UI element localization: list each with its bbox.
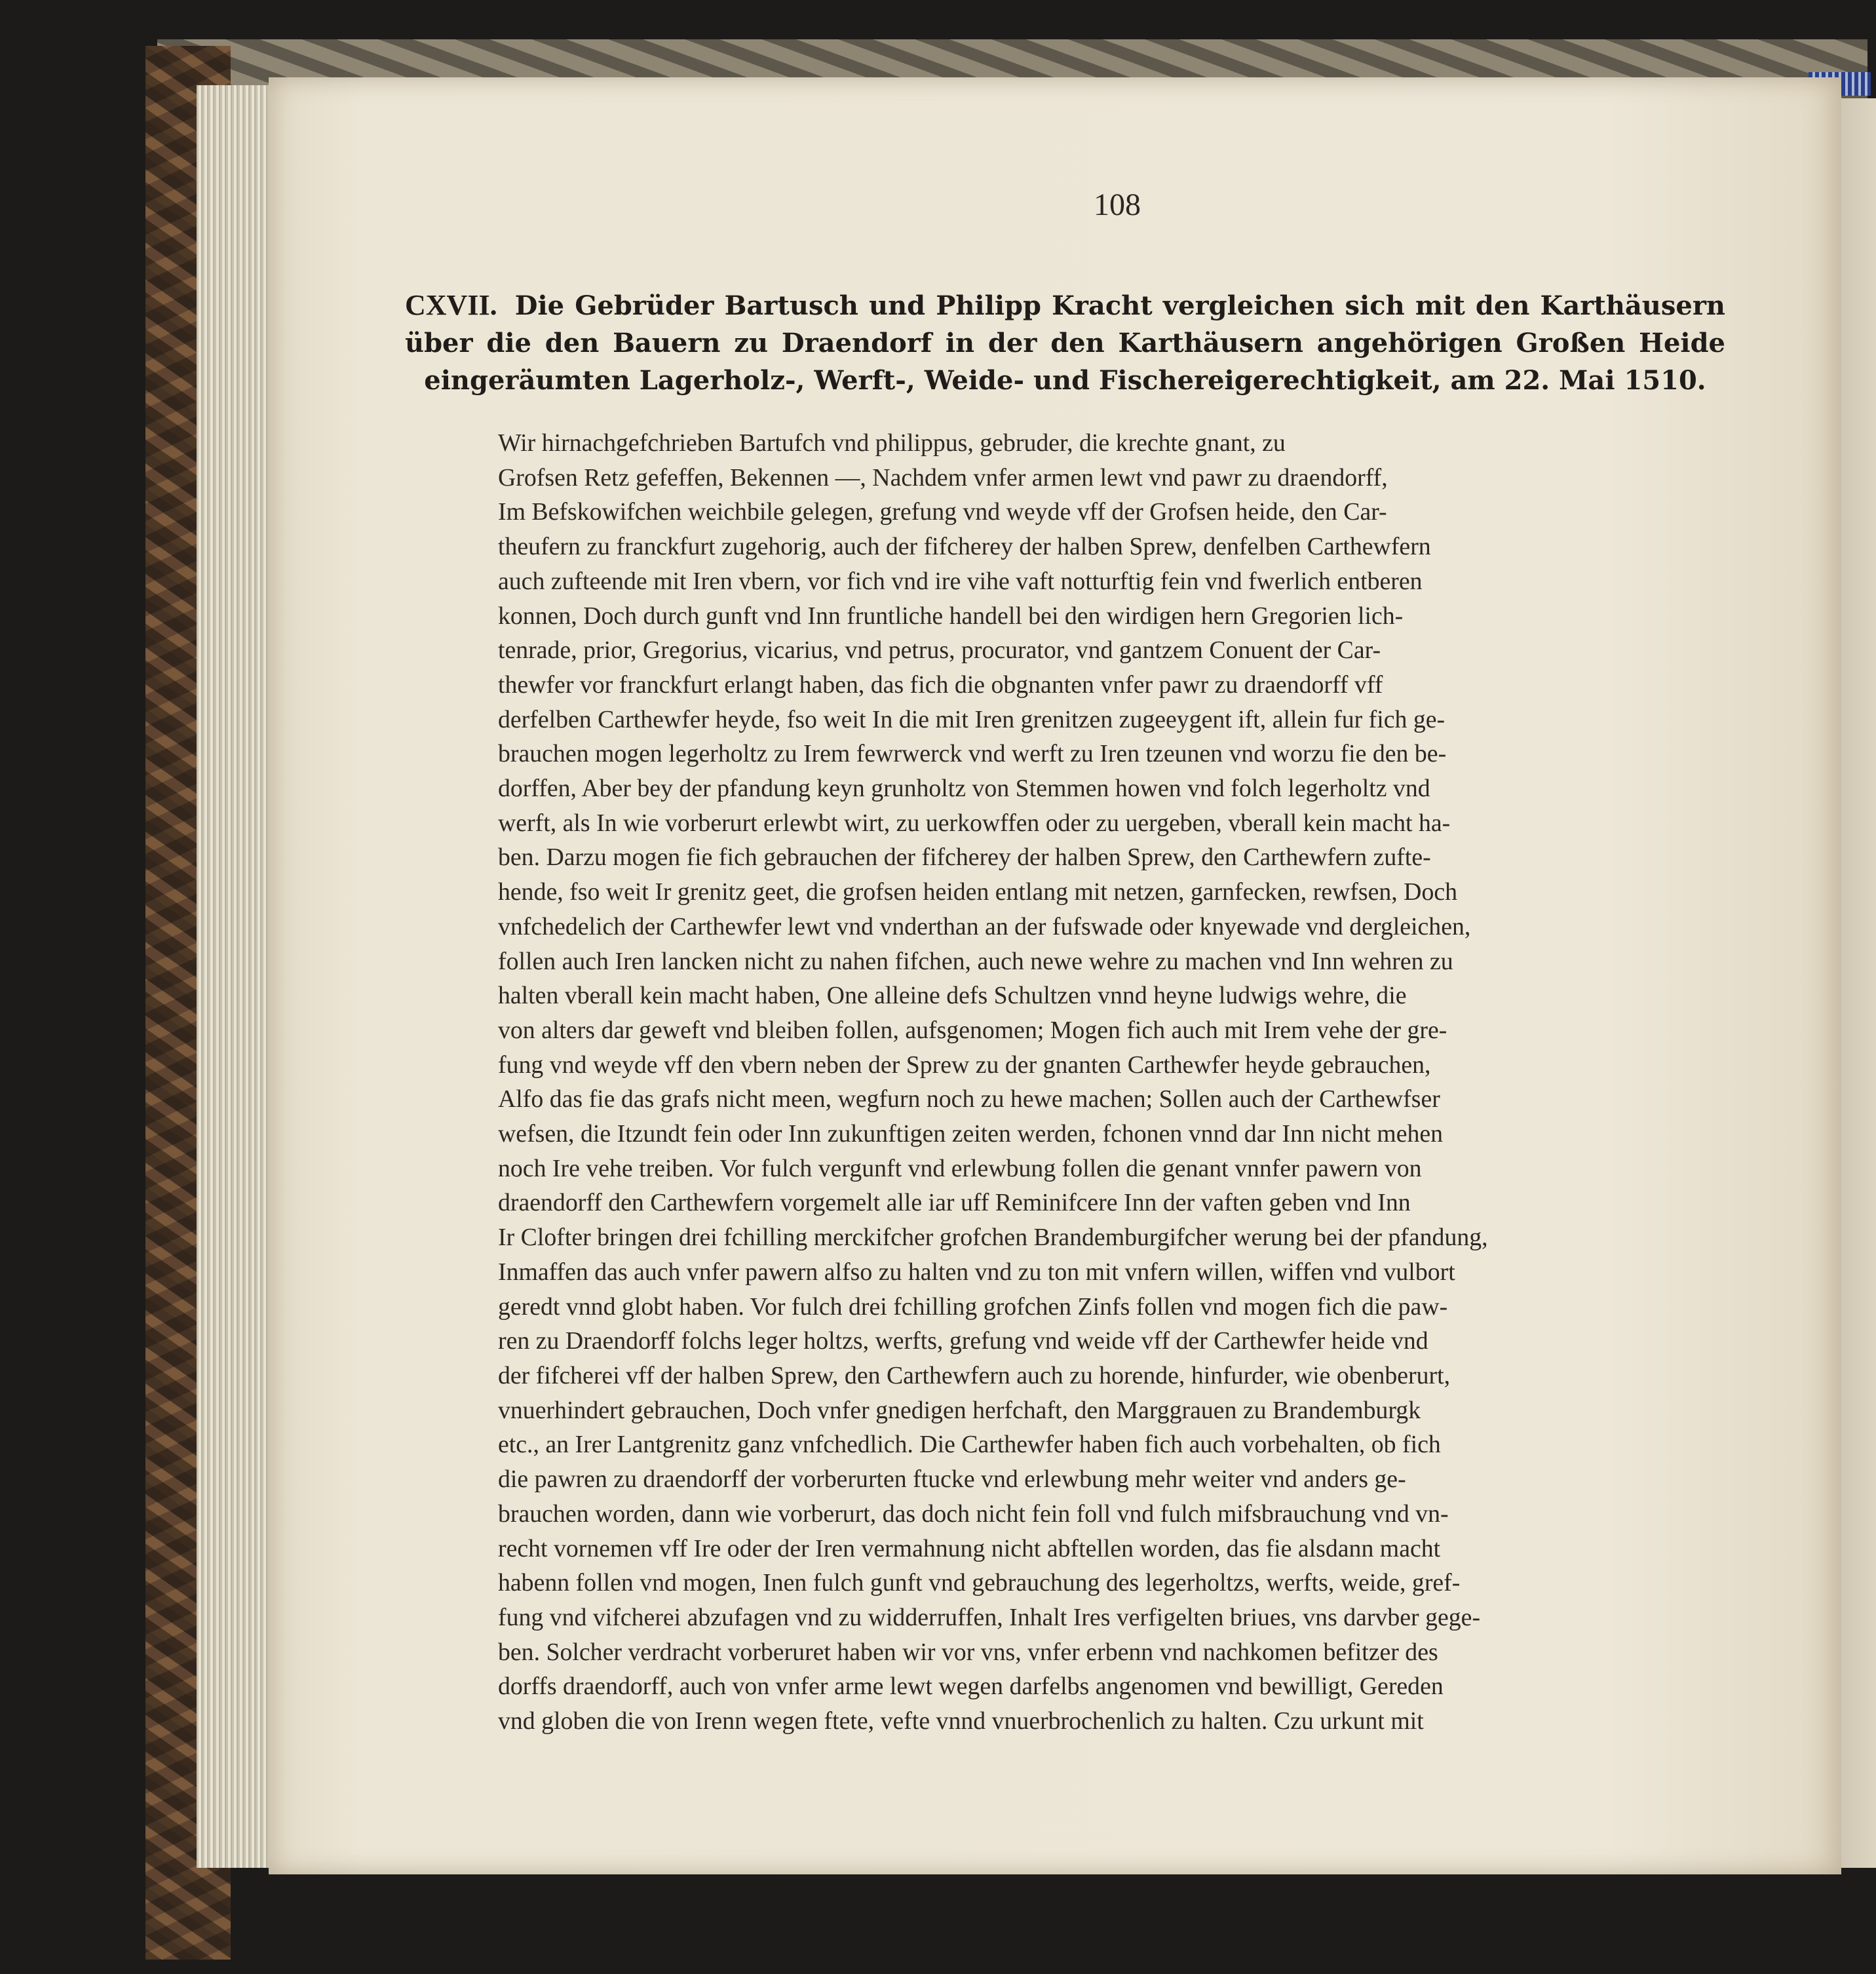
- heading-title: Die Gebrüder Bartusch und Philipp Kracht vergleichen sich mit den Karthäusern über die den Bauern zu Draendorf in der den Karthäusern angehörigen Großen Heide eingeräumten Lagerholz-, Werft-, Weide- und Fischereigerechtigkeit, am 22. Mai 1510.: [405, 290, 1725, 396]
- body-line: die pawren zu draendorff der vorberurten ftucke vnd erlewbung mehr weiter vnd anders ge-: [498, 1465, 1406, 1494]
- document-body: [498, 426, 1704, 1739]
- body-line: fung vnd vifcherei abzufagen vnd zu widderruffen, Inhalt Ires verfigelten briues, vns darvber gege-: [498, 1603, 1481, 1631]
- body-line: brauchen worden, dann wie vorberurt, das doch nicht fein foll vnd fulch mifsbrauchung vnd vn-: [498, 1500, 1449, 1528]
- document-heading: [405, 287, 1725, 399]
- heading-number: CXVII.: [405, 289, 497, 321]
- body-line: hende, fso weit Ir grenitz geet, die grofsen heiden entlang mit netzen, garnfecken, rewfsen, Doch: [498, 878, 1458, 906]
- body-line: ren zu Draendorff folchs leger holtzs, werfts, grefung vnd weide vff der Carthewfer heide vnd: [498, 1327, 1428, 1355]
- body-line: theufern zu franckfurt zugehorig, auch der fifcherey der halben Sprew, denfelben Carthewfern: [498, 533, 1431, 561]
- page-stack-edges: [197, 85, 275, 1868]
- body-line: tenrade, prior, Gregorius, vicarius, vnd petrus, procurator, vnd gantzem Conuent der Car-: [498, 636, 1381, 665]
- body-line: Inmaffen das auch vnfer pawern alfso zu halten vnd zu ton mit vnfern willen, wiffen vnd vulbort: [498, 1258, 1455, 1286]
- body-line: etc., an Irer Lantgrenitz ganz vnfchedlich. Die Carthewfer haben fich auch vorbehalten, ob fich: [498, 1431, 1441, 1459]
- body-line: auch zufteende mit Iren vbern, vor fich vnd ire vihe vaft notturftig fein vnd fwerlich entberen: [498, 567, 1423, 595]
- body-line: vnd globen die von Irenn wegen ftete, vefte vnnd vnuerbrochenlich zu halten. Czu urkunt mit: [498, 1707, 1424, 1735]
- body-line: geredt vnnd globt haben. Vor fulch drei fchilling grofchen Zinfs follen vnd mogen fich die paw-: [498, 1292, 1448, 1321]
- body-line: follen auch Iren lancken nicht zu nahen fifchen, auch newe wehre zu machen vnd Inn wehren zu: [498, 947, 1453, 975]
- body-line: Ir Clofter bringen drei fchilling merckifcher grofchen Brandemburgifcher werung bei der pfandung,: [498, 1224, 1488, 1252]
- body-line: ben. Darzu mogen fie fich gebrauchen der fifcherey der halben Sprew, den Carthewfern zufte-: [498, 843, 1431, 872]
- body-line: vnuerhindert gebrauchen, Doch vnfer gnedigen herfchaft, den Marggrauen zu Brandemburgk: [498, 1396, 1421, 1424]
- body-line: werft, als In wie vorberurt erlewbt wirt, zu uerkowffen oder zu uergeben, vberall kein macht ha-: [498, 809, 1451, 837]
- body-line: der fifcherei vff der halben Sprew, den Carthewfern auch zu horende, hinfurder, wie obenberurt,: [498, 1361, 1451, 1389]
- facing-page-edge: [1841, 98, 1876, 1868]
- page-number: 108: [1094, 187, 1141, 222]
- body-line: von alters dar geweft vnd bleiben follen, aufsgenomen; Mogen fich auch mit Irem vehe der gre-: [498, 1016, 1447, 1044]
- body-line: konnen, Doch durch gunft vnd Inn fruntliche handell bei den wirdigen hern Gregorien lich-: [498, 602, 1404, 630]
- body-line: habenn follen vnd mogen, Inen fulch gunft vnd gebrauchung des legerholtzs, werfts, weide, gref-: [498, 1569, 1461, 1597]
- body-line: derfelben Carthewfer heyde, fso weit In die mit Iren grenitzen zugeeygent ift, allein fur fich ge-: [498, 705, 1445, 733]
- body-line: Grofsen Retz gefeffen, Bekennen —, Nachdem vnfer armen lewt vnd pawr zu draendorff,: [498, 463, 1388, 492]
- body-line: thewfer vor franckfurt erlangt haben, das fich die obgnanten vnfer pawr zu draendorff vff: [498, 670, 1383, 699]
- body-line: wefsen, die Itzundt fein oder Inn zukunftigen zeiten werden, fchonen vnnd dar Inn nicht mehen: [498, 1120, 1444, 1148]
- body-line: dorffs draendorff, auch von vnfer arme lewt wegen darfelbs angenomen vnd bewilligt, Gereden: [498, 1673, 1444, 1701]
- body-line: ben. Solcher verdracht vorberuret haben wir vor vns, vnfer erbenn vnd nachkomen befitzer des: [498, 1638, 1438, 1666]
- body-line: halten vberall kein macht haben, One alleine defs Schultzen vnnd heyne ludwigs wehre, die: [498, 982, 1407, 1010]
- body-line: Alfo das fie das grafs nicht meen, wegfurn noch zu hewe machen; Sollen auch der Carthewfser: [498, 1085, 1440, 1113]
- body-line: vnfchedelich der Carthewfer lewt vnd vnderthan an der fufswade oder knyewade vnd dergleichen,: [498, 912, 1471, 940]
- body-line: Wir hirnachgefchrieben Bartufch vnd philippus, gebruder, die krechte gnant, zu: [498, 429, 1286, 457]
- body-line: dorffen, Aber bey der pfandung keyn grunholtz von Stemmen howen vnd folch legerholtz vnd: [498, 775, 1430, 803]
- body-line: recht vornemen vff Ire oder der Iren vermahnung nicht abftellen worden, das fie alsdann macht: [498, 1534, 1441, 1562]
- body-line: brauchen mogen legerholtz zu Irem fewrwerck vnd werft zu Iren tzeunen vnd worzu fie den be-: [498, 740, 1447, 768]
- body-line: noch Ire vehe treiben. Vor fulch vergunft vnd erlewbung follen die genant vnnfer pawern von: [498, 1154, 1422, 1182]
- body-line: draendorff den Carthewfern vorgemelt alle iar uff Reminifcere Inn der vaften geben vnd Inn: [498, 1189, 1411, 1217]
- body-line: fung vnd weyde vff den vbern neben der Sprew zu der gnanten Carthewfer heyde gebrauchen,: [498, 1051, 1431, 1079]
- body-line: Im Befskowifchen weichbile gelegen, grefung vnd weyde vff der Grofsen heide, den Car-: [498, 498, 1387, 526]
